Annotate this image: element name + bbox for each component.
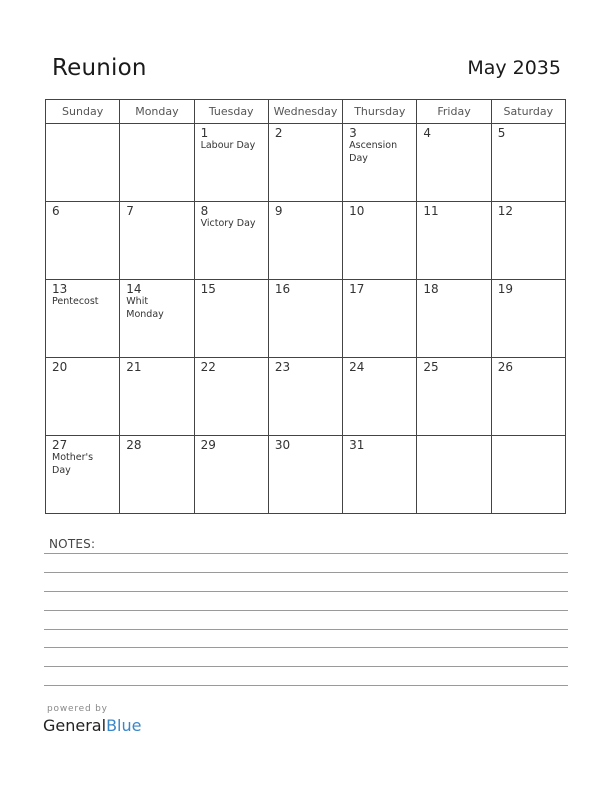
- day-cell: [120, 202, 194, 280]
- day-number: 20: [52, 360, 68, 374]
- day-number: 10: [349, 204, 365, 218]
- day-number: 26: [497, 360, 513, 374]
- day-number: 7: [126, 204, 134, 218]
- weekday-header: Saturday: [491, 100, 565, 124]
- day-number: 23: [274, 360, 291, 374]
- calendar-body: [46, 124, 566, 514]
- powered-by-text: powered by: [47, 704, 108, 714]
- day-cell: [491, 280, 565, 358]
- day-number: 27: [52, 438, 68, 452]
- day-number: 13: [52, 282, 68, 296]
- week-row: [46, 202, 566, 280]
- day-cell: [194, 436, 268, 514]
- day-cell: [491, 202, 565, 280]
- day-number: 4: [423, 126, 432, 140]
- day-number: 30: [274, 438, 291, 452]
- day-number: 8: [200, 204, 209, 218]
- week-row: [46, 280, 566, 358]
- day-number: 9: [274, 204, 283, 218]
- day-cell: [343, 124, 417, 202]
- notes-line: [44, 553, 568, 554]
- day-number: 21: [126, 360, 142, 374]
- week-row: [46, 436, 566, 514]
- day-cell: [343, 436, 417, 514]
- day-number: 22: [200, 360, 216, 374]
- weekday-header: Wednesday: [268, 100, 342, 124]
- day-cell: [268, 358, 342, 436]
- holiday-label: Mother's Day: [52, 452, 94, 476]
- notes-line: [44, 591, 568, 592]
- day-cell: [268, 280, 342, 358]
- day-number: 1: [200, 126, 209, 140]
- day-cell: [268, 202, 342, 280]
- day-number: 31: [349, 438, 365, 452]
- day-number: 12: [497, 204, 513, 218]
- week-row: [46, 358, 566, 436]
- day-cell: [120, 280, 194, 358]
- notes-line: [44, 610, 568, 611]
- day-cell: [46, 202, 120, 280]
- weekday-header: Monday: [120, 100, 194, 124]
- holiday-label: Whit Monday: [126, 296, 164, 320]
- month-title: May 2035: [467, 57, 561, 79]
- day-cell: [46, 436, 120, 514]
- day-cell: [194, 202, 268, 280]
- day-cell: [120, 436, 194, 514]
- day-cell: [417, 124, 491, 202]
- calendar-grid: [45, 99, 566, 514]
- holiday-label: Ascension Day: [349, 140, 398, 164]
- day-cell: [46, 124, 120, 202]
- day-cell: [120, 358, 194, 436]
- day-number: 14: [126, 282, 142, 296]
- weekday-header: Thursday: [343, 100, 417, 124]
- day-cell: [417, 280, 491, 358]
- day-number: 11: [423, 204, 439, 218]
- day-cell: [46, 358, 120, 436]
- day-number: 19: [497, 282, 513, 296]
- notes-line: [44, 572, 568, 573]
- notes-line: [44, 666, 568, 667]
- day-cell: [194, 358, 268, 436]
- weekday-header-row: [46, 100, 566, 124]
- day-number: 2: [274, 126, 283, 140]
- day-number: 15: [200, 282, 216, 296]
- day-number: 16: [274, 282, 291, 296]
- day-number: 25: [423, 360, 439, 374]
- day-cell: [343, 202, 417, 280]
- day-number: 3: [349, 126, 357, 140]
- weekday-header: Tuesday: [194, 100, 268, 124]
- day-number: 5: [497, 126, 506, 140]
- country-title: Reunion: [52, 55, 147, 81]
- notes-label: NOTES:: [49, 537, 96, 551]
- brand-name-blue: Blue: [106, 716, 142, 735]
- brand-logo: [43, 704, 141, 736]
- day-cell: [194, 280, 268, 358]
- day-cell: [268, 436, 342, 514]
- day-cell: [343, 358, 417, 436]
- weekday-header: Friday: [417, 100, 491, 124]
- day-cell: [343, 280, 417, 358]
- notes-line: [44, 629, 568, 630]
- holiday-label: Victory Day: [200, 218, 256, 229]
- day-number: 6: [52, 204, 60, 218]
- day-number: 29: [200, 438, 216, 452]
- day-number: 28: [126, 438, 142, 452]
- day-cell: [417, 436, 491, 514]
- holiday-label: Labour Day: [200, 140, 256, 151]
- day-cell: [417, 202, 491, 280]
- day-cell: [491, 124, 565, 202]
- day-cell: [46, 280, 120, 358]
- day-number: 17: [349, 282, 365, 296]
- day-number: 18: [423, 282, 439, 296]
- day-cell: [120, 124, 194, 202]
- day-cell: [491, 436, 565, 514]
- holiday-label: Pentecost: [52, 296, 99, 307]
- day-cell: [417, 358, 491, 436]
- notes-line: [44, 647, 568, 648]
- day-cell: [491, 358, 565, 436]
- day-cell: [194, 124, 268, 202]
- day-cell: [268, 124, 342, 202]
- day-number: 24: [349, 360, 365, 374]
- notes-line: [44, 685, 568, 686]
- brand-name: [43, 716, 141, 736]
- week-row: [46, 124, 566, 202]
- weekday-header: Sunday: [46, 100, 120, 124]
- brand-name-general: General: [43, 716, 107, 735]
